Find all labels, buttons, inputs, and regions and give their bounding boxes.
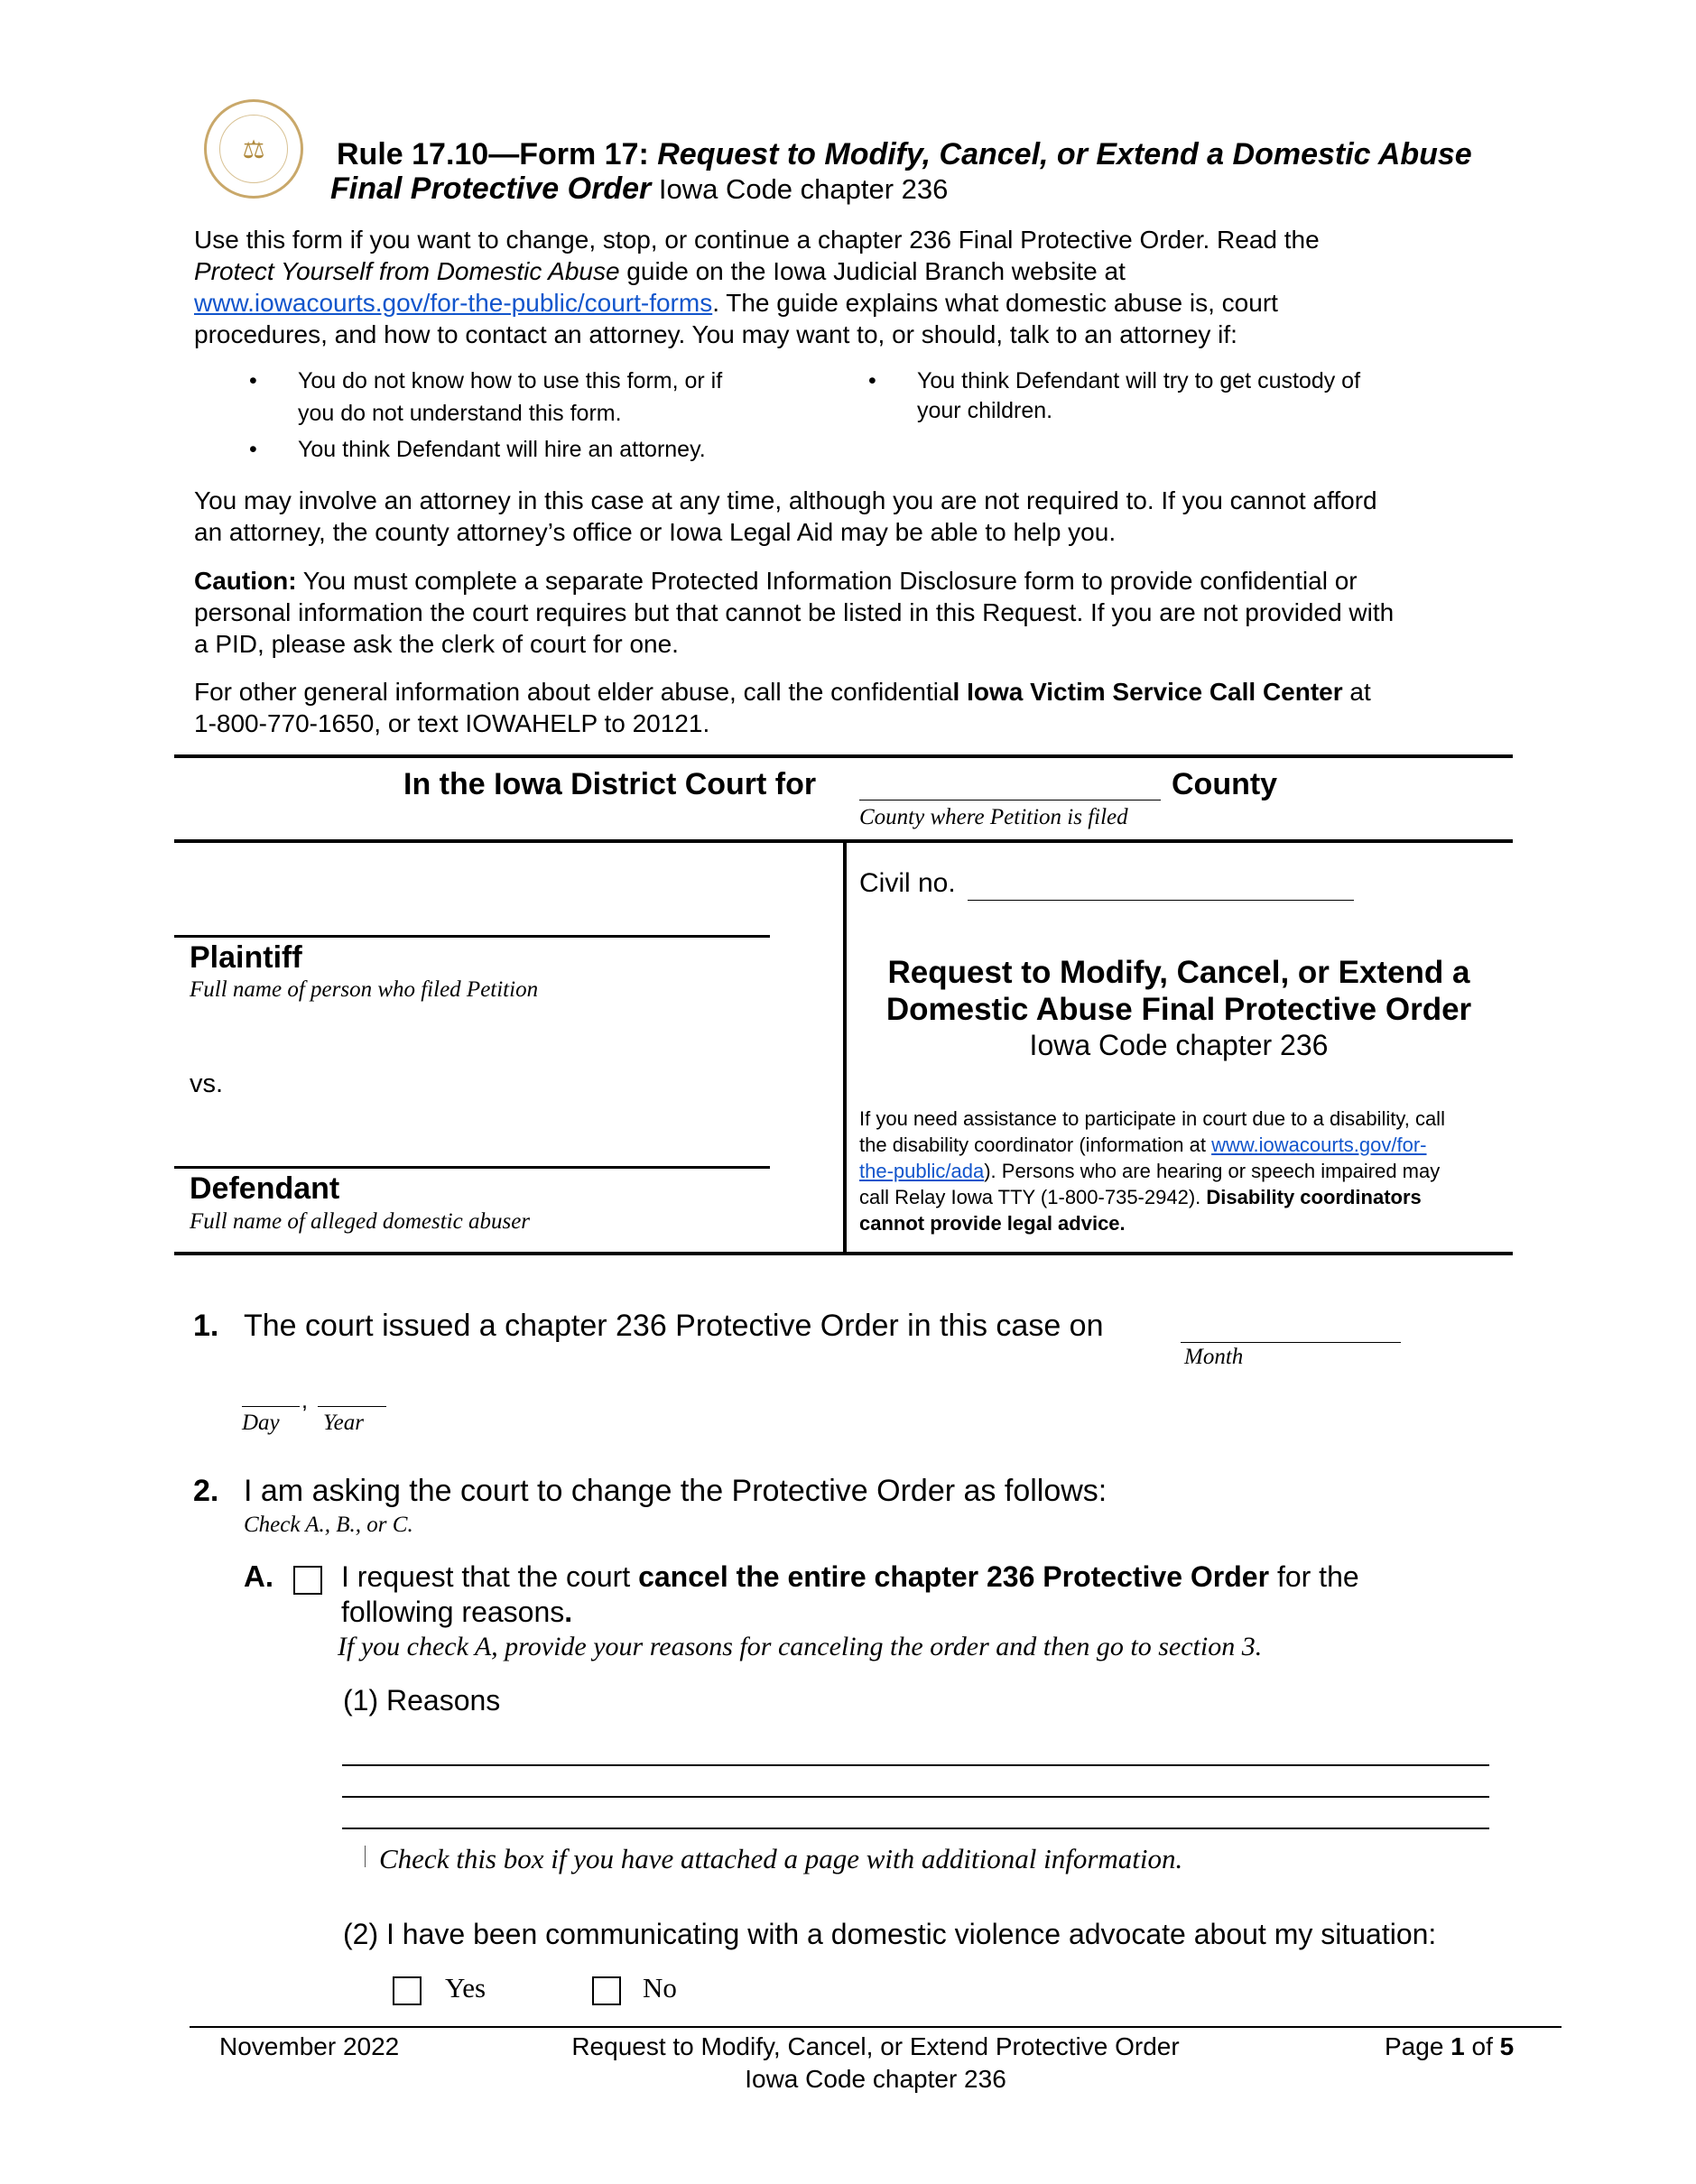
footer-date: November 2022 <box>219 2032 400 2060</box>
divider <box>174 1252 1513 1255</box>
year-field[interactable] <box>318 1406 386 1407</box>
day-hint: Day <box>242 1411 280 1435</box>
plaintiff-hint: Full name of person who filed Petition <box>190 977 539 1002</box>
page-number: Page 1 of 5 <box>1385 2032 1515 2060</box>
question-text: The court issued a chapter 236 Protective Order in this case on <box>244 1309 1104 1343</box>
attach-checkbox[interactable] <box>365 1846 366 1867</box>
footer-code: Iowa Code chapter 236 <box>745 2065 1006 2093</box>
question-hint: Check A., B., or C. <box>244 1513 413 1537</box>
option-a-text: following reasons. <box>341 1596 573 1628</box>
footer-title: Request to Modify, Cancel, or Extend Protective Order <box>571 2032 1180 2060</box>
bullet-text: You think Defendant will try to get custody of <box>917 368 1361 393</box>
intro-line3: www.iowacourts.gov/for-the-public/court-forms. The guide explains what domestic abuse is, court <box>194 289 1278 317</box>
caution-line3: a PID, please ask the clerk of court for one. <box>194 630 679 658</box>
option-a-label: A. <box>244 1559 273 1593</box>
defendant-field[interactable] <box>174 1166 770 1169</box>
document-title: Domestic Abuse Final Protective Order <box>885 992 1472 1027</box>
bullet-text: your children. <box>917 398 1053 423</box>
yes-label: Yes <box>445 1972 487 2004</box>
document-code: Iowa Code chapter 236 <box>1029 1029 1329 1061</box>
county-hint: County where Petition is filed <box>859 805 1128 829</box>
comma: , <box>301 1388 308 1413</box>
bullet-icon: • <box>249 437 257 462</box>
reasons-label: (1) Reasons <box>343 1684 501 1717</box>
footer-divider <box>190 2026 1562 2028</box>
month-field[interactable] <box>1181 1342 1401 1343</box>
vs-label: vs. <box>190 1069 224 1098</box>
caution-line1: Caution: You must complete a separate Protected Information Disclosure form to provide confidential or <box>194 567 1358 595</box>
court-forms-link[interactable]: www.iowacourts.gov/for-the-public/court-forms <box>194 289 713 317</box>
scales-icon: ⚖ <box>219 115 288 183</box>
bullet-text: you do not understand this form. <box>298 401 622 426</box>
iowa-judicial-branch-seal <box>204 99 303 199</box>
option-a-checkbox[interactable] <box>293 1566 322 1595</box>
reasons-line[interactable] <box>342 1764 1489 1766</box>
option-a-text: I request that the court cancel the entire chapter 236 Protective Order for the <box>341 1560 1359 1593</box>
reasons-line[interactable] <box>342 1828 1489 1829</box>
bullet-icon: • <box>868 368 876 393</box>
divider <box>174 754 1513 758</box>
plaintiff-label: Plaintiff <box>190 940 302 975</box>
question-number: 2. <box>193 1474 219 1508</box>
attorney-paragraph: You may involve an attorney in this case at any time, although you are not required to. If you cannot afford <box>194 486 1377 514</box>
reasons-line[interactable] <box>342 1796 1489 1798</box>
no-label: No <box>643 1972 677 2004</box>
question-text: I am asking the court to change the Protective Order as follows: <box>244 1474 1107 1508</box>
ada-link[interactable]: www.iowacourts.gov/for- <box>1211 1134 1427 1156</box>
option-a-hint: If you check A, provide your reasons for canceling the order and then go to section 3. <box>338 1632 1263 1661</box>
attorney-paragraph: an attorney, the county attorney’s office or Iowa Legal Aid may be able to help you. <box>194 518 1117 546</box>
month-hint: Month <box>1184 1345 1244 1369</box>
hotline-line2: 1-800-770-1650, or text IOWAHELP to 20121. <box>194 709 710 737</box>
year-hint: Year <box>323 1411 364 1435</box>
defendant-hint: Full name of alleged domestic abuser <box>190 1209 531 1234</box>
bullet-icon: • <box>249 368 257 393</box>
bullet-text: You do not know how to use this form, or if <box>298 368 723 393</box>
intro-line4: procedures, and how to contact an attorney. You may want to, or should, talk to an attorney if: <box>194 320 1237 348</box>
defendant-label: Defendant <box>190 1171 340 1206</box>
document-title: Request to Modify, Cancel, or Extend a <box>887 955 1470 990</box>
caution-line2: personal information the court requires but that cannot be listed in this Request. If you are not provided with <box>194 598 1395 626</box>
form-title-line1: Rule 17.10—Form 17: Request to Modify, Cancel, or Extend a Domestic Abuse <box>337 137 1472 171</box>
attach-text: Check this box if you have attached a page with additional information. <box>379 1843 1183 1874</box>
hotline-line1: For other general information about elder abuse, call the confidential Iowa Victim Service Call Center at <box>194 678 1371 706</box>
advocate-question: (2) I have been communicating with a domestic violence advocate about my situation: <box>343 1918 1437 1950</box>
bullet-text: You think Defendant will hire an attorney. <box>298 437 706 462</box>
question-number: 1. <box>193 1309 219 1343</box>
civil-no-field[interactable] <box>968 900 1354 901</box>
form-title-line2: Final Protective Order Iowa Code chapter 236 <box>330 171 949 206</box>
intro-line2: Protect Yourself from Domestic Abuse guide on the Iowa Judicial Branch website at <box>194 257 1126 285</box>
county-label: County <box>1172 767 1278 801</box>
ada-notice: If you need assistance to participate in court due to a disability, call the disability coordinator (information at www.iowacourts.gov/for- the-public/ada). Persons who are hearing or speech impaired may call Relay Iowa TTY (1-800-735-2942). Disability coordinators cannot provide legal advice. <box>859 1107 1445 1235</box>
civil-no-label: Civil no. <box>859 868 956 898</box>
intro-line1: Use this form if you want to change, stop, or continue a chapter 236 Final Protective Order. Read the <box>194 226 1320 254</box>
no-checkbox[interactable] <box>592 1976 621 2005</box>
plaintiff-field[interactable] <box>174 935 770 938</box>
ada-link[interactable]: the-public/ada <box>859 1160 985 1182</box>
yes-checkbox[interactable] <box>393 1976 422 2005</box>
court-heading: In the Iowa District Court for <box>403 767 817 801</box>
day-field[interactable] <box>242 1406 300 1407</box>
